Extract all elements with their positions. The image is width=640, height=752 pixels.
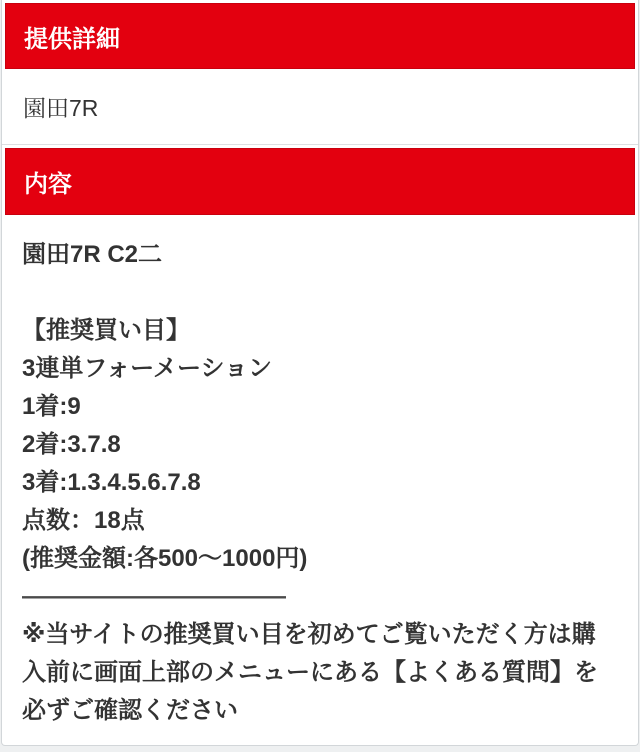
offer-details-header [5,3,635,69]
amount-line: (推奨金額:各500〜1000円) [22,545,308,572]
detail-card [1,0,639,746]
second-place-line: 2着:3.7.8 [22,431,121,458]
points-line: 点数：18点 [22,507,145,534]
race-title: 園田7R C2二 [22,241,163,268]
recommend-heading: 【推奨買い目】 [22,317,190,344]
notice-text: ※当サイトの推奨買い目を初めてご覧いただく方は購入前に画面上部のメニューにある【よくある質問】を必ずご確認ください [22,621,598,724]
content-header [5,148,635,215]
offer-race-row [2,69,638,145]
third-place-line: 3着:1.3.4.5.6.7.8 [22,469,201,496]
divider-line: ――――――――――― [22,583,286,610]
first-place-line: 1着:9 [22,393,81,420]
offer-details-header-label: 提供詳細 [24,25,120,53]
content-header-label: 内容 [24,171,72,198]
content-body [2,215,638,746]
offer-race-value: 園田7R [23,95,99,121]
bet-type: 3連単フォーメーション [22,355,272,382]
